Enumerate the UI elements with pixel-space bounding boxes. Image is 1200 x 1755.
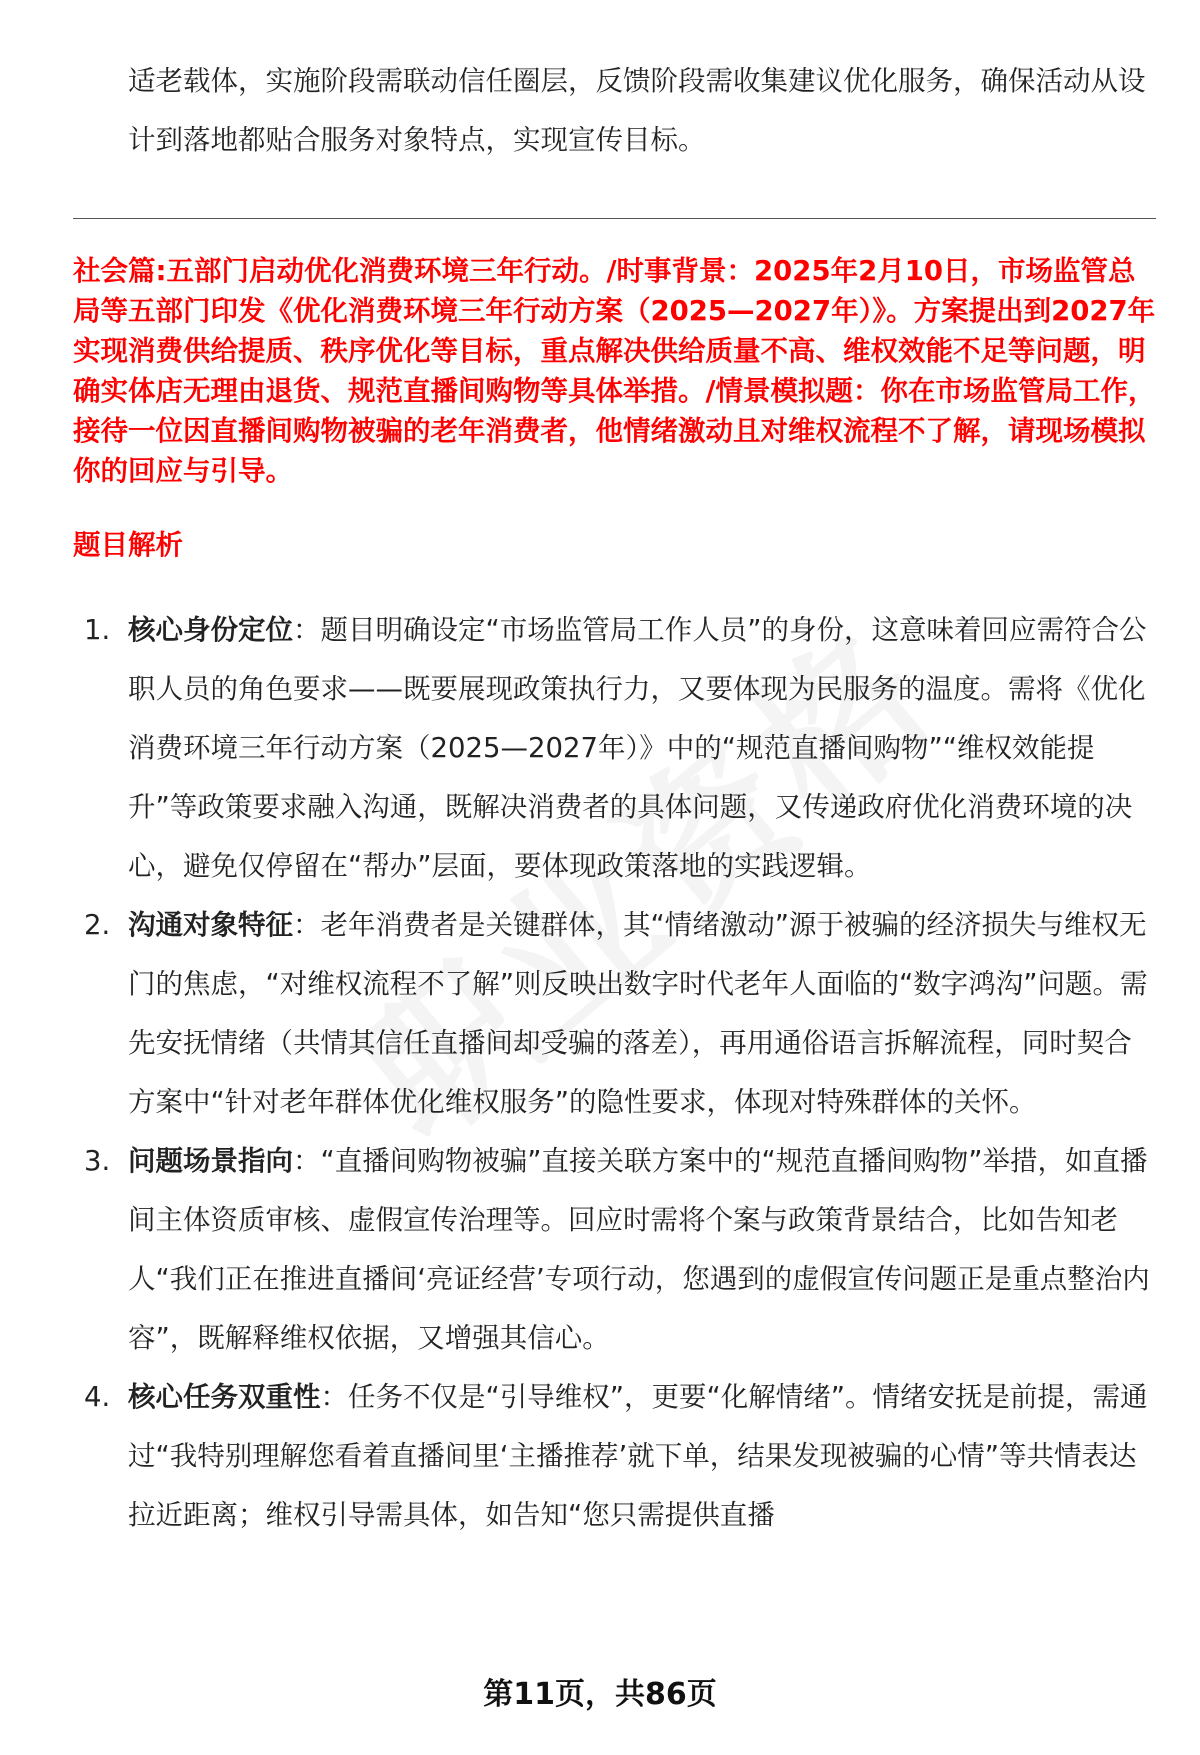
item-title: 沟通对象特征 [128,909,293,941]
section-divider [73,218,1156,219]
item-number: 1. [84,614,111,646]
item-text: ：任务不仅是“引导维权”，更要“化解情绪”。情绪安抚是前提，需通过“我特别理解您看着直播间里‘主播推荐’就下单，结果发现被骗的心情”等共情表达拉近距离；维权引导需具体，如告知“您只需提供直播 [128,1381,1148,1531]
item-title: 核心任务双重性 [128,1381,321,1413]
analysis-item [0,1368,1200,1545]
item-title: 核心身份定位 [128,614,293,646]
item-number: 4. [84,1381,111,1413]
analysis-item [0,601,1200,896]
question-paragraph: 社会篇:五部门启动优化消费环境三年行动。/时事背景：2025年2月10日，市场监管总局等五部门印发《优化消费环境三年行动方案（2025—2027年）》。方案提出到2027年实现消费供给提质、秩序优化等目标，重点解决供给质量不高、维权效能不足等问题，明确实体店无理由退货、规范直播间购物等具体举措。/情景模拟题：你在市场监管局工作，接待一位因直播间购物被骗的老年消费者，他情绪激动且对维权流程不了解，请现场模拟你的回应与引导。 [73,255,1156,487]
item-title: 问题场景指向 [128,1145,293,1177]
item-text: ：题目明确设定“市场监管局工作人员”的身份，这意味着回应需符合公职人员的角色要求——既要展现政策执行力，又要体现为民服务的温度。需将《优化消费环境三年行动方案（2025—2027年）》中的“规范直播间购物”“维权效能提升”等政策要求融入沟通，既解决消费者的具体问题，又传递政府优化消费环境的决心，避免仅停留在“帮办”层面，要体现政策落地的实践逻辑。 [128,614,1147,882]
analysis-heading: 题目解析 [73,529,183,561]
intro-paragraph: 适老载体，实施阶段需联动信任圈层，反馈阶段需收集建议优化服务，确保活动从设计到落地都贴合服务对象特点，实现宣传目标。 [128,65,1146,156]
analysis-item [0,1132,1200,1368]
item-number: 2. [84,909,111,941]
analysis-list [0,601,1200,1545]
item-text: ：老年消费者是关键群体，其“情绪激动”源于被骗的经济损失与维权无门的焦虑，“对维权流程不了解”则反映出数字时代老年人面临的“数字鸿沟”问题。需先安抚情绪（共情其信任直播间却受骗的落差），再用通俗语言拆解流程，同时契合方案中“针对老年群体优化维权服务”的隐性要求，体现对特殊群体的关怀。 [128,909,1148,1118]
item-number: 3. [84,1145,111,1177]
page-number: 第11页，共86页 [483,1677,717,1712]
item-text: ：“直播间购物被骗”直接关联方案中的“规范直播间购物”举措，如直播间主体资质审核、虚假宣传治理等。回应时需将个案与政策背景结合，比如告知老人“我们正在推进直播间‘亮证经营’专项行动，您遇到的虚假宣传问题正是重点整治内容”，既解释维权依据，又增强其信心。 [128,1145,1150,1354]
analysis-item [0,896,1200,1132]
